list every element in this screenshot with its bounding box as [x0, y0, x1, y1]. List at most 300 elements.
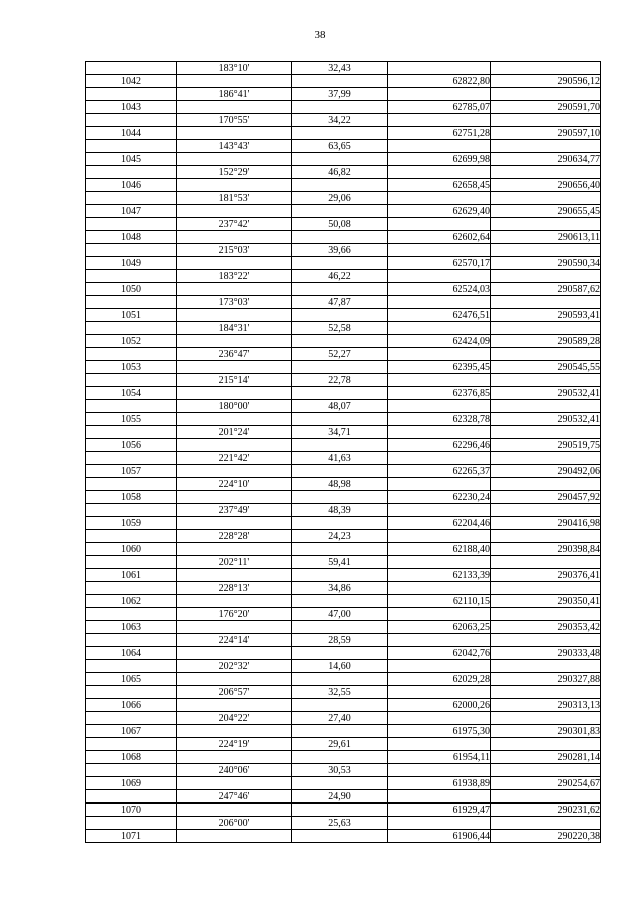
- point-number-cell: 1057: [86, 465, 177, 478]
- table-row: [86, 387, 601, 400]
- x-coordinate-cell: 61929,47: [388, 803, 491, 817]
- distance-cell: [292, 335, 388, 348]
- distance-cell: [292, 205, 388, 218]
- distance-cell: 59,41: [292, 556, 388, 569]
- y-coordinate-cell: [491, 478, 601, 491]
- distance-cell: [292, 699, 388, 712]
- angle-cell: [177, 309, 292, 322]
- point-number-cell: [86, 452, 177, 465]
- x-coordinate-cell: [388, 400, 491, 413]
- page-number: 38: [314, 29, 326, 41]
- angle-cell: 143°43': [177, 140, 292, 153]
- x-coordinate-cell: 61954,11: [388, 751, 491, 764]
- point-number-cell: [86, 426, 177, 439]
- point-number-cell: [86, 400, 177, 413]
- point-number-cell: [86, 660, 177, 673]
- table-row: [86, 374, 601, 387]
- y-coordinate-cell: [491, 114, 601, 127]
- x-coordinate-cell: 62658,45: [388, 179, 491, 192]
- x-coordinate-cell: [388, 504, 491, 517]
- y-coordinate-cell: [491, 426, 601, 439]
- y-coordinate-cell: 290398,84: [491, 543, 601, 556]
- y-coordinate-cell: 290590,34: [491, 257, 601, 270]
- distance-cell: 28,59: [292, 634, 388, 647]
- table-row: [86, 101, 601, 114]
- x-coordinate-cell: [388, 634, 491, 647]
- table-row: [86, 413, 601, 426]
- point-number-cell: 1047: [86, 205, 177, 218]
- table-body: [86, 62, 601, 843]
- x-coordinate-cell: [388, 244, 491, 257]
- table-row: [86, 348, 601, 361]
- angle-cell: [177, 231, 292, 244]
- distance-cell: 24,23: [292, 530, 388, 543]
- distance-cell: 29,06: [292, 192, 388, 205]
- distance-cell: 32,43: [292, 62, 388, 75]
- y-coordinate-cell: 290301,83: [491, 725, 601, 738]
- x-coordinate-cell: 61975,30: [388, 725, 491, 738]
- angle-cell: 224°10': [177, 478, 292, 491]
- distance-cell: [292, 127, 388, 140]
- y-coordinate-cell: [491, 608, 601, 621]
- angle-cell: [177, 491, 292, 504]
- x-coordinate-cell: [388, 62, 491, 75]
- table-row: [86, 231, 601, 244]
- point-number-cell: 1043: [86, 101, 177, 114]
- distance-cell: [292, 387, 388, 400]
- point-number-cell: [86, 114, 177, 127]
- distance-cell: 50,08: [292, 218, 388, 231]
- x-coordinate-cell: [388, 348, 491, 361]
- x-coordinate-cell: [388, 374, 491, 387]
- angle-cell: 228°28': [177, 530, 292, 543]
- point-number-cell: 1064: [86, 647, 177, 660]
- distance-cell: 52,58: [292, 322, 388, 335]
- distance-cell: [292, 621, 388, 634]
- distance-cell: 25,63: [292, 817, 388, 830]
- distance-cell: [292, 101, 388, 114]
- table-row: [86, 712, 601, 725]
- x-coordinate-cell: [388, 322, 491, 335]
- distance-cell: 47,87: [292, 296, 388, 309]
- distance-cell: [292, 673, 388, 686]
- x-coordinate-cell: [388, 426, 491, 439]
- x-coordinate-cell: 62000,26: [388, 699, 491, 712]
- angle-cell: 204°22': [177, 712, 292, 725]
- angle-cell: 247°46': [177, 790, 292, 804]
- x-coordinate-cell: 62110,15: [388, 595, 491, 608]
- angle-cell: [177, 699, 292, 712]
- angle-cell: [177, 673, 292, 686]
- y-coordinate-cell: [491, 192, 601, 205]
- table-row: [86, 634, 601, 647]
- point-number-cell: 1056: [86, 439, 177, 452]
- distance-cell: [292, 543, 388, 556]
- y-coordinate-cell: [491, 88, 601, 101]
- table-row: [86, 62, 601, 75]
- x-coordinate-cell: 62328,78: [388, 413, 491, 426]
- distance-cell: [292, 439, 388, 452]
- y-coordinate-cell: [491, 712, 601, 725]
- distance-cell: [292, 283, 388, 296]
- angle-cell: [177, 595, 292, 608]
- angle-cell: 184°31': [177, 322, 292, 335]
- angle-cell: [177, 569, 292, 582]
- table-row: [86, 361, 601, 374]
- distance-cell: [292, 465, 388, 478]
- x-coordinate-cell: 61938,89: [388, 777, 491, 790]
- y-coordinate-cell: 290587,62: [491, 283, 601, 296]
- x-coordinate-cell: [388, 140, 491, 153]
- y-coordinate-cell: [491, 504, 601, 517]
- distance-cell: 48,98: [292, 478, 388, 491]
- table-row: [86, 504, 601, 517]
- distance-cell: 52,27: [292, 348, 388, 361]
- y-coordinate-cell: 290220,38: [491, 830, 601, 843]
- angle-cell: [177, 257, 292, 270]
- point-number-cell: 1059: [86, 517, 177, 530]
- y-coordinate-cell: [491, 244, 601, 257]
- angle-cell: [177, 179, 292, 192]
- table-row: [86, 491, 601, 504]
- x-coordinate-cell: 62188,40: [388, 543, 491, 556]
- table-row: [86, 777, 601, 790]
- point-number-cell: [86, 244, 177, 257]
- distance-cell: [292, 647, 388, 660]
- y-coordinate-cell: [491, 738, 601, 751]
- distance-cell: 63,65: [292, 140, 388, 153]
- point-number-cell: 1070: [86, 803, 177, 817]
- angle-cell: 206°00': [177, 817, 292, 830]
- y-coordinate-cell: 290254,67: [491, 777, 601, 790]
- table-row: [86, 582, 601, 595]
- point-number-cell: 1045: [86, 153, 177, 166]
- point-number-cell: [86, 582, 177, 595]
- angle-cell: [177, 283, 292, 296]
- point-number-cell: [86, 530, 177, 543]
- y-coordinate-cell: [491, 348, 601, 361]
- distance-cell: 27,40: [292, 712, 388, 725]
- angle-cell: [177, 413, 292, 426]
- y-coordinate-cell: 290593,41: [491, 309, 601, 322]
- table-row: [86, 556, 601, 569]
- angle-cell: 173°03': [177, 296, 292, 309]
- table-row: [86, 296, 601, 309]
- distance-cell: [292, 777, 388, 790]
- angle-cell: [177, 751, 292, 764]
- point-number-cell: 1044: [86, 127, 177, 140]
- angle-cell: [177, 465, 292, 478]
- x-coordinate-cell: 62476,51: [388, 309, 491, 322]
- angle-cell: 237°49': [177, 504, 292, 517]
- distance-cell: 34,86: [292, 582, 388, 595]
- x-coordinate-cell: 62785,07: [388, 101, 491, 114]
- table-row: [86, 257, 601, 270]
- point-number-cell: [86, 166, 177, 179]
- x-coordinate-cell: 62204,46: [388, 517, 491, 530]
- table-row: [86, 400, 601, 413]
- point-number-cell: 1050: [86, 283, 177, 296]
- angle-cell: 215°14': [177, 374, 292, 387]
- point-number-cell: [86, 218, 177, 231]
- point-number-cell: [86, 686, 177, 699]
- angle-cell: [177, 335, 292, 348]
- point-number-cell: [86, 296, 177, 309]
- distance-cell: [292, 179, 388, 192]
- table-row: [86, 335, 601, 348]
- angle-cell: 201°24': [177, 426, 292, 439]
- angle-cell: 186°41': [177, 88, 292, 101]
- x-coordinate-cell: 62296,46: [388, 439, 491, 452]
- angle-cell: 181°53': [177, 192, 292, 205]
- angle-cell: 224°19': [177, 738, 292, 751]
- point-number-cell: [86, 738, 177, 751]
- point-number-cell: 1067: [86, 725, 177, 738]
- y-coordinate-cell: 290313,13: [491, 699, 601, 712]
- table-row: [86, 764, 601, 777]
- table-row: [86, 530, 601, 543]
- x-coordinate-cell: [388, 712, 491, 725]
- y-coordinate-cell: 290350,41: [491, 595, 601, 608]
- y-coordinate-cell: 290231,62: [491, 803, 601, 817]
- table-row: [86, 478, 601, 491]
- x-coordinate-cell: [388, 582, 491, 595]
- angle-cell: [177, 830, 292, 843]
- table-row: [86, 439, 601, 452]
- table-row: [86, 426, 601, 439]
- distance-cell: 14,60: [292, 660, 388, 673]
- distance-cell: [292, 231, 388, 244]
- distance-cell: [292, 803, 388, 817]
- table-row: [86, 595, 601, 608]
- table-row: [86, 283, 601, 296]
- angle-cell: [177, 725, 292, 738]
- table-row: [86, 686, 601, 699]
- table-row: [86, 660, 601, 673]
- y-coordinate-cell: 290596,12: [491, 75, 601, 88]
- x-coordinate-cell: [388, 166, 491, 179]
- y-coordinate-cell: 290589,28: [491, 335, 601, 348]
- x-coordinate-cell: [388, 764, 491, 777]
- y-coordinate-cell: [491, 296, 601, 309]
- point-number-cell: [86, 504, 177, 517]
- point-number-cell: [86, 192, 177, 205]
- table-row: [86, 621, 601, 634]
- point-number-cell: [86, 817, 177, 830]
- point-number-cell: 1048: [86, 231, 177, 244]
- angle-cell: [177, 543, 292, 556]
- point-number-cell: 1051: [86, 309, 177, 322]
- angle-cell: 221°42': [177, 452, 292, 465]
- distance-cell: [292, 361, 388, 374]
- distance-cell: 48,39: [292, 504, 388, 517]
- angle-cell: 176°20': [177, 608, 292, 621]
- y-coordinate-cell: [491, 166, 601, 179]
- point-number-cell: 1058: [86, 491, 177, 504]
- table-row: [86, 790, 601, 804]
- table-row: [86, 751, 601, 764]
- table-row: [86, 452, 601, 465]
- y-coordinate-cell: 290532,41: [491, 387, 601, 400]
- distance-cell: [292, 413, 388, 426]
- table-row: [86, 543, 601, 556]
- x-coordinate-cell: 62629,40: [388, 205, 491, 218]
- x-coordinate-cell: 62524,03: [388, 283, 491, 296]
- angle-cell: [177, 361, 292, 374]
- table-row: [86, 140, 601, 153]
- distance-cell: 48,07: [292, 400, 388, 413]
- angle-cell: 236°47': [177, 348, 292, 361]
- distance-cell: [292, 257, 388, 270]
- distance-cell: [292, 491, 388, 504]
- distance-cell: [292, 569, 388, 582]
- x-coordinate-cell: [388, 660, 491, 673]
- table-row: [86, 725, 601, 738]
- y-coordinate-cell: [491, 270, 601, 283]
- angle-cell: 183°22': [177, 270, 292, 283]
- distance-cell: [292, 75, 388, 88]
- table-row: [86, 817, 601, 830]
- distance-cell: 29,61: [292, 738, 388, 751]
- angle-cell: 202°32': [177, 660, 292, 673]
- point-number-cell: [86, 62, 177, 75]
- angle-cell: [177, 127, 292, 140]
- y-coordinate-cell: [491, 817, 601, 830]
- point-number-cell: 1062: [86, 595, 177, 608]
- distance-cell: 47,00: [292, 608, 388, 621]
- y-coordinate-cell: 290532,41: [491, 413, 601, 426]
- coordinates-table: [85, 61, 601, 843]
- point-number-cell: 1063: [86, 621, 177, 634]
- angle-cell: [177, 517, 292, 530]
- point-number-cell: 1053: [86, 361, 177, 374]
- x-coordinate-cell: 62424,09: [388, 335, 491, 348]
- table-row: [86, 153, 601, 166]
- distance-cell: 46,22: [292, 270, 388, 283]
- table-row: [86, 244, 601, 257]
- y-coordinate-cell: 290327,88: [491, 673, 601, 686]
- x-coordinate-cell: [388, 478, 491, 491]
- x-coordinate-cell: [388, 88, 491, 101]
- x-coordinate-cell: 62602,64: [388, 231, 491, 244]
- table-row: [86, 517, 601, 530]
- y-coordinate-cell: [491, 634, 601, 647]
- x-coordinate-cell: 62230,24: [388, 491, 491, 504]
- table-row: [86, 608, 601, 621]
- distance-cell: 22,78: [292, 374, 388, 387]
- x-coordinate-cell: [388, 817, 491, 830]
- x-coordinate-cell: [388, 452, 491, 465]
- angle-cell: 202°11': [177, 556, 292, 569]
- angle-cell: 215°03': [177, 244, 292, 257]
- y-coordinate-cell: 290353,42: [491, 621, 601, 634]
- point-number-cell: 1049: [86, 257, 177, 270]
- y-coordinate-cell: [491, 400, 601, 413]
- y-coordinate-cell: 290545,55: [491, 361, 601, 374]
- table-row: [86, 309, 601, 322]
- y-coordinate-cell: [491, 218, 601, 231]
- point-number-cell: [86, 790, 177, 804]
- table-row: [86, 465, 601, 478]
- point-number-cell: 1054: [86, 387, 177, 400]
- angle-cell: 170°55': [177, 114, 292, 127]
- x-coordinate-cell: 62822,80: [388, 75, 491, 88]
- distance-cell: 30,53: [292, 764, 388, 777]
- y-coordinate-cell: 290281,14: [491, 751, 601, 764]
- x-coordinate-cell: 62133,39: [388, 569, 491, 582]
- y-coordinate-cell: 290655,45: [491, 205, 601, 218]
- point-number-cell: 1069: [86, 777, 177, 790]
- y-coordinate-cell: [491, 686, 601, 699]
- point-number-cell: 1055: [86, 413, 177, 426]
- x-coordinate-cell: 62042,76: [388, 647, 491, 660]
- y-coordinate-cell: [491, 530, 601, 543]
- x-coordinate-cell: 61906,44: [388, 830, 491, 843]
- x-coordinate-cell: [388, 608, 491, 621]
- y-coordinate-cell: 290376,41: [491, 569, 601, 582]
- y-coordinate-cell: 290519,75: [491, 439, 601, 452]
- angle-cell: [177, 647, 292, 660]
- y-coordinate-cell: [491, 374, 601, 387]
- x-coordinate-cell: 62395,45: [388, 361, 491, 374]
- y-coordinate-cell: [491, 62, 601, 75]
- distance-cell: 39,66: [292, 244, 388, 257]
- angle-cell: 180°00': [177, 400, 292, 413]
- distance-cell: [292, 595, 388, 608]
- angle-cell: [177, 621, 292, 634]
- angle-cell: [177, 101, 292, 114]
- point-number-cell: [86, 140, 177, 153]
- angle-cell: 206°57': [177, 686, 292, 699]
- table-row: [86, 205, 601, 218]
- angle-cell: [177, 803, 292, 817]
- distance-cell: 46,82: [292, 166, 388, 179]
- x-coordinate-cell: [388, 296, 491, 309]
- point-number-cell: 1068: [86, 751, 177, 764]
- x-coordinate-cell: [388, 218, 491, 231]
- y-coordinate-cell: [491, 660, 601, 673]
- table-row: [86, 127, 601, 140]
- table-row: [86, 569, 601, 582]
- distance-cell: 34,71: [292, 426, 388, 439]
- y-coordinate-cell: [491, 452, 601, 465]
- x-coordinate-cell: [388, 270, 491, 283]
- x-coordinate-cell: 62751,28: [388, 127, 491, 140]
- table-row: [86, 75, 601, 88]
- distance-cell: [292, 751, 388, 764]
- x-coordinate-cell: 62265,37: [388, 465, 491, 478]
- angle-cell: 240°06': [177, 764, 292, 777]
- point-number-cell: [86, 634, 177, 647]
- x-coordinate-cell: [388, 530, 491, 543]
- point-number-cell: 1052: [86, 335, 177, 348]
- angle-cell: [177, 439, 292, 452]
- y-coordinate-cell: 290591,70: [491, 101, 601, 114]
- y-coordinate-cell: [491, 582, 601, 595]
- angle-cell: [177, 205, 292, 218]
- y-coordinate-cell: 290634,77: [491, 153, 601, 166]
- table-row: [86, 88, 601, 101]
- table-row: [86, 803, 601, 817]
- x-coordinate-cell: [388, 738, 491, 751]
- y-coordinate-cell: [491, 790, 601, 804]
- x-coordinate-cell: [388, 686, 491, 699]
- distance-cell: [292, 725, 388, 738]
- angle-cell: 152°29': [177, 166, 292, 179]
- table-row: [86, 270, 601, 283]
- point-number-cell: 1060: [86, 543, 177, 556]
- x-coordinate-cell: [388, 790, 491, 804]
